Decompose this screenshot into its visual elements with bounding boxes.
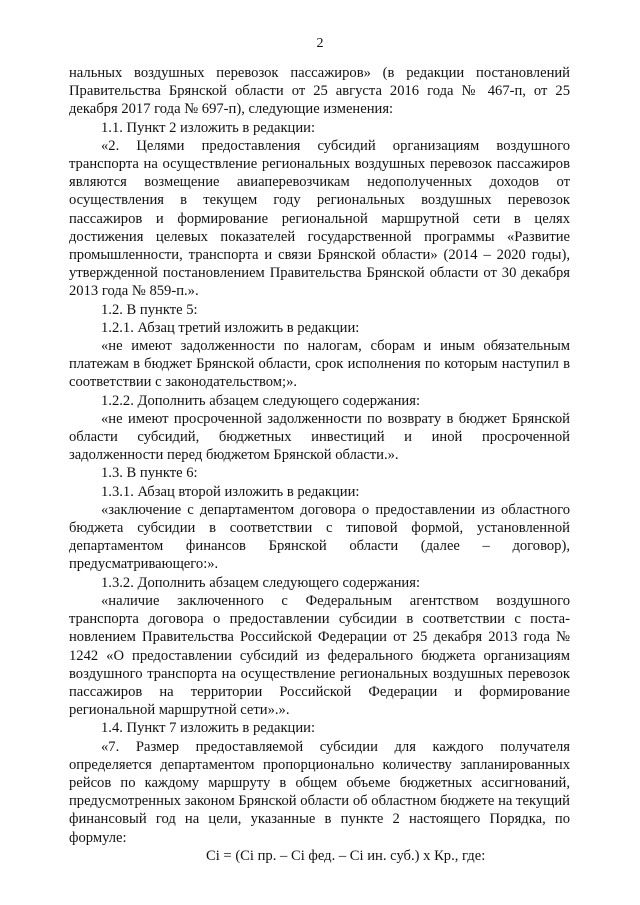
paragraph: 1.3.1. Абзац второй изложить в редакции: xyxy=(101,483,360,500)
paragraph: «заключение с департаментом договора о предоставлении из областного бюджета субсидии в соответствии с типовой формой, установленной департаментом финансов Брянской области (далее – договор), предусматривающего:». xyxy=(69,501,570,573)
paragraph: «наличие заключенного с Федеральным агентством воздушного транспорта договора о предоставлении субсидии в соответствии с постановлением Правительства Российской Федерации от 25 декабря 2013 года № 1242 «О предоставлении субсидий из федерального бюджета организациям воздушного транспорта на осуществление региональных воздушных перевозок пассажиров на территории Российской Федерации и формирование региональной маршрутной сети».». xyxy=(69,592,570,719)
paragraph: «не имеют просроченной задолженности по возврату в бюджет Брянской области субсидий, бюджетных инвестиций и иной просроченной задолженности перед бюджетом Брянской области.». xyxy=(69,410,570,464)
paragraph: 1.2.1. Абзац третий изложить в редакции: xyxy=(101,319,360,336)
paragraph: «не имеют задолженности по налогам, сборам и иным обязательным платежам в бюджет Брянской области, срок исполнения по которым наступил в соответствии с законодательством;». xyxy=(69,338,570,391)
paragraph: 1.3.2. Дополнить абзацем следующего содержания: xyxy=(101,574,421,591)
paragraph: 1.2. В пункте 5: xyxy=(101,301,198,318)
page-number: 2 xyxy=(316,36,324,51)
paragraph: нальных воздушных перевозок пассажиров» (в редакции постановлений Правительства Брянской области от 25 августа 2016 года № 467-п, от 25 декабря 2017 года № 697-п), следующие изменения: xyxy=(69,65,570,118)
paragraph: 1.4. Пункт 7 изложить в редакции: xyxy=(101,720,316,737)
paragraph: 1.1. Пункт 2 изложить в редакции: xyxy=(101,119,316,136)
paragraph: «7. Размер предоставляемой субсидии для каждого получателя определяется департаментом пропорционально количеству запланированных рейсов по каждому маршруту в общем объеме бюджетных ассигнований, предусмотренных законом Брянской области об областном бюджете на текущий финансовый год на цели, указанные в пункте 2 настоящего Порядка, по формуле: xyxy=(69,738,570,846)
paragraph: «2. Целями предоставления субсидий организациям воздушного транспорта на осуществление региональных воздушных перевозок пассажиров являются возмещение авиаперевозчикам недополученных доходов от осуществления в текущем году региональных воздушных перевозок пассажиров и формирование региональной маршрутной сети в целях достижения целевых показателей государственной программы «Развитие промышленности, транспорта и связи Брянской области» (2014 – 2020 годы), утвержденной постановлением Правительства Брянской области от 30 декабря 2013 года № 859-п.». xyxy=(69,137,570,300)
paragraph: 1.2.2. Дополнить абзацем следующего содержания: xyxy=(101,392,421,409)
paragraph: 1.3. В пункте 6: xyxy=(101,465,198,482)
formula: Сi = (Сi пр. – Сi фед. – Сi ин. суб.) х Кр., где: xyxy=(206,847,486,864)
document-body xyxy=(69,64,570,865)
